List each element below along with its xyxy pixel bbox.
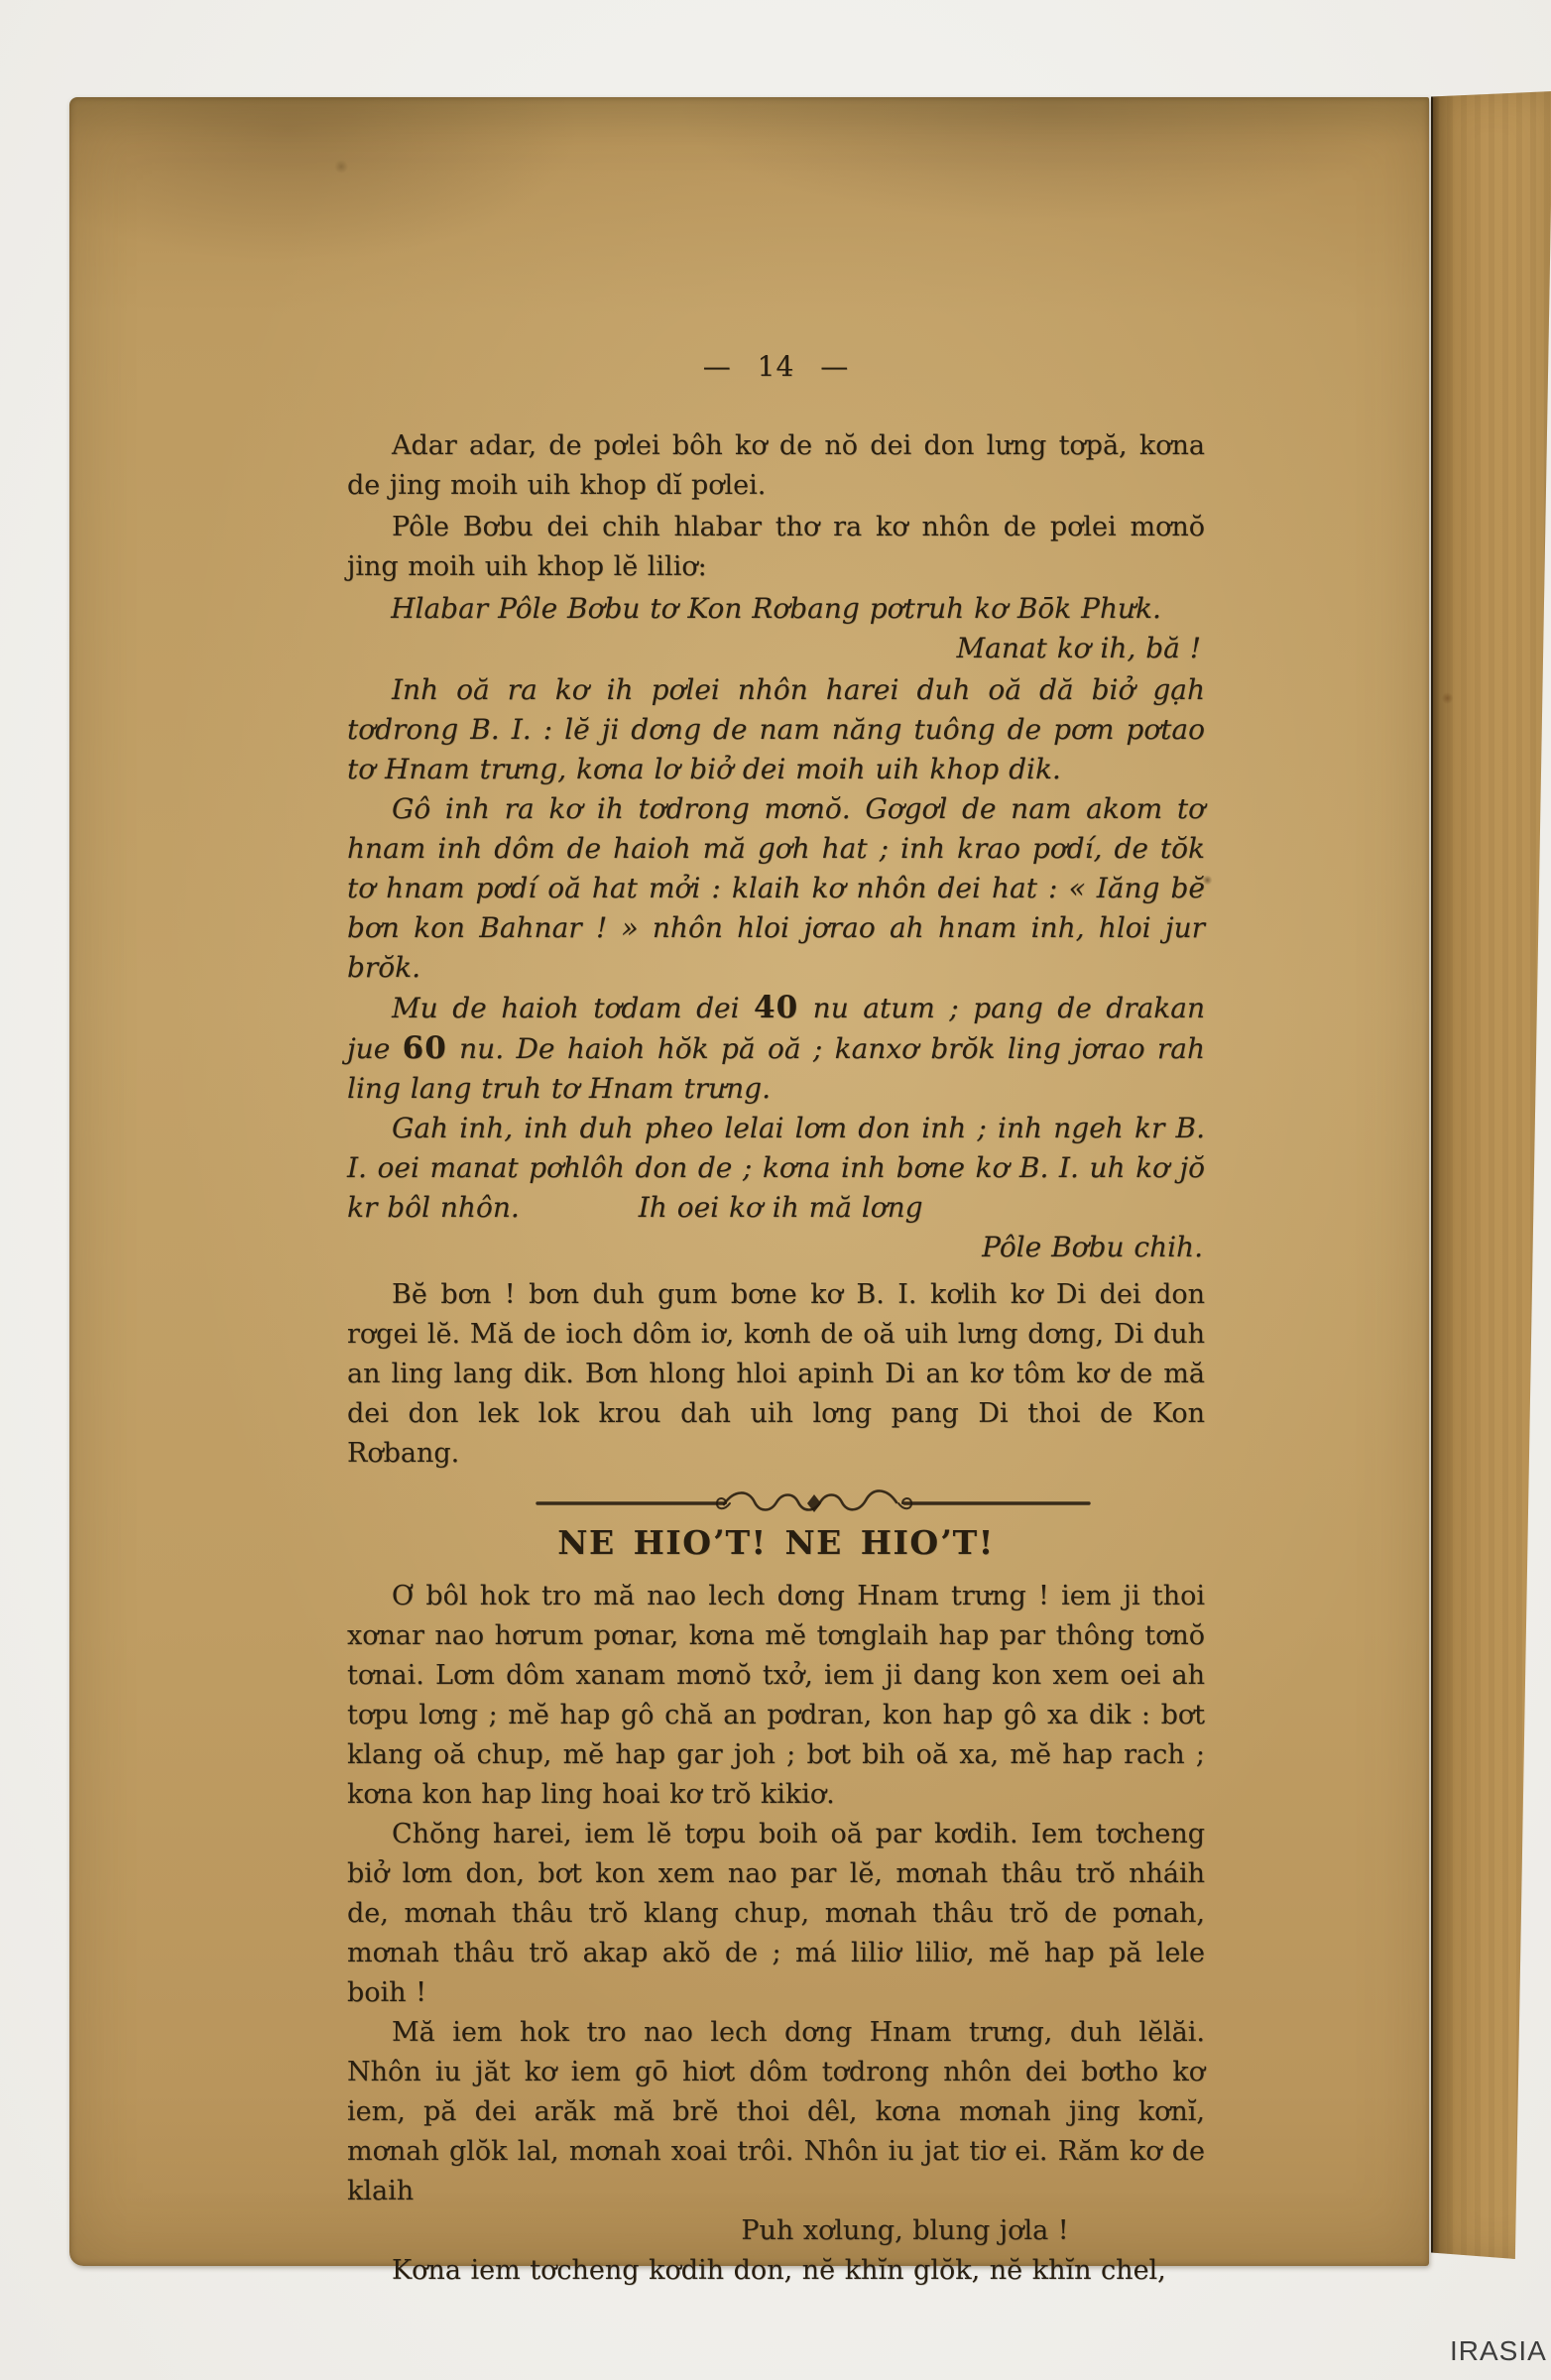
- letter-salutation: Manat kơ ih, bă !: [956, 632, 1201, 664]
- section2-center-line: Puh xơlung, blung jơla !: [741, 2215, 1069, 2246]
- section-heading-ne-hiot: NE HIOʼT! NE HIOʼT!: [557, 1523, 995, 1562]
- paragraph-be-bon: Bĕ bơn ! bơn duh gum bơne kơ B. I. kơlih kơ Di dei don rơgei lĕ. Mă de ioch dôm iơ, kơnh de oă uih lưng dơng, Di duh an ling lang dik. Bơn hlong hloi apinh Di an kơ tôm kơ de mă dei don lek lok krou dah uih lơng pang Di thoi de Kon Rơbang.: [347, 1279, 1205, 1469]
- section2-paragraph-2: Chŏng harei, iem lĕ tơpu boih oă par kơdih. Iem tơcheng biở lơm don, bơt kon xem nao par lĕ, mơnah thâu trŏ nháih de, mơnah thâu trŏ klang chup, mơnah thâu trŏ de pơnah, mơnah thâu trŏ akap akŏ de ; má liliơ liliơ, mĕ hap pă lele boih !: [347, 1819, 1205, 2008]
- letter-paragraph-4-tail: Ih oei kơ ih mă lơng: [638, 1191, 923, 1224]
- letter-paragraph-4-text: Gah inh, inh duh pheo lelai lơm don inh ; inh ngeh kr B. I. oei manat pơhlôh don de ; kơna inh bơne kơ B. I. uh kơ jŏ kr bôl nhôn.: [347, 1112, 1205, 1224]
- count-60: 60: [402, 1030, 447, 1066]
- section2-paragraph-3: Mă iem hok tro nao lech dơng Hnam trưng, duh lĕlăi. Nhôn iu jăt kơ iem gō hiơt dôm tơdrong nhôn dei bơtho kơ iem, pă dei arăk mă brĕ thoi dêl, kơna mơnah jing kơnĭ, mơnah glŏk lal, mơnah xoai trôi. Nhôn iu jat tiơ ei. Răm kơ de klaih: [347, 2017, 1205, 2206]
- letter-title-line: Hlabar Pôle Bơbu tơ Kon Rơbang pơtruh kơ Bōk Phưk.: [391, 592, 1161, 625]
- letter-paragraph-2: Gô inh ra kơ ih tơdrong mơnŏ. Gơgơl de nam akom tơ hnam inh dôm de haioh mă gơh hat ; inh krao pơdí, de tŏk tơ hnam pơdí oă hat mởi : klaih kơ nhôn dei hat : « Iăng bĕ bơn kon Bahnar ! » nhôn hloi jơrao ah hnam inh, hloi jur brŏk.: [347, 792, 1205, 984]
- section2-paragraph-4: Kơna iem tơcheng kơdih don, nĕ khĭn glŏk, nĕ khĭn chel,: [392, 2255, 1166, 2286]
- text-column: [347, 97, 1205, 2291]
- next-page-edge: [1431, 91, 1551, 2259]
- book-page: [69, 97, 1429, 2286]
- letter-paragraph-4: [347, 1109, 1205, 1228]
- letter-paragraph-3-text: nu atum ; pang de drakan jue: [347, 992, 1205, 1065]
- count-40: 40: [754, 990, 799, 1025]
- letter-paragraph-3-text: nu. De haioh hŏk pă oă ; kanxơ brŏk ling jơrao rah ling lang truh tơ Hnam trưng.: [347, 1032, 1206, 1105]
- letter-signature: Pôle Bơbu chih.: [982, 1231, 1203, 1263]
- irasia-watermark: IRASIA: [1450, 2335, 1547, 2366]
- section2-paragraph-1: Ơ bôl hok tro mă nao lech dơng Hnam trưng ! iem ji thoi xơnar nao hơrum pơnar, kơna mĕ tơnglaih hap par thông tơnŏ tơnai. Lơm dôm xanam mơnŏ txở, iem ji dang kon xem oei ah tơpu lơng ; mĕ hap gô chă an pơdran, kon hap gô xa dik : bơt klang oă chup, mĕ hap gar joh ; bơt bih oă xa, mĕ hap rach ; kơna kon hap ling hoai kơ trŏ kikiơ.: [347, 1581, 1205, 1810]
- letter-paragraph-3: [347, 988, 1205, 1109]
- letter-paragraph-3-text: Mu de haioh tơdam dei: [392, 992, 755, 1024]
- letter-paragraph-1: Inh oă ra kơ ih pơlei nhôn harei duh oă dă biở gạh tơdrong B. I. : lĕ ji dơng de nam năng tuông de pơm pơtao tơ Hnam trưng, kơna lơ biở dei moih uih khop dik.: [347, 673, 1205, 785]
- paragraph-adar: Adar adar, de pơlei bôh kơ de nŏ dei don lưng tơpă, kơna de jing moih uih khop dĭ pơlei.: [347, 430, 1205, 501]
- flourish-divider-icon: [536, 1489, 1091, 1515]
- paragraph-pole-bobu: Pôle Bơbu dei chih hlabar thơ ra kơ nhôn de pơlei mơnŏ jing moih uih khop lĕ liliơ:: [347, 512, 1205, 582]
- section-divider: [347, 1489, 1205, 1515]
- page-number: — 14 —: [702, 350, 850, 383]
